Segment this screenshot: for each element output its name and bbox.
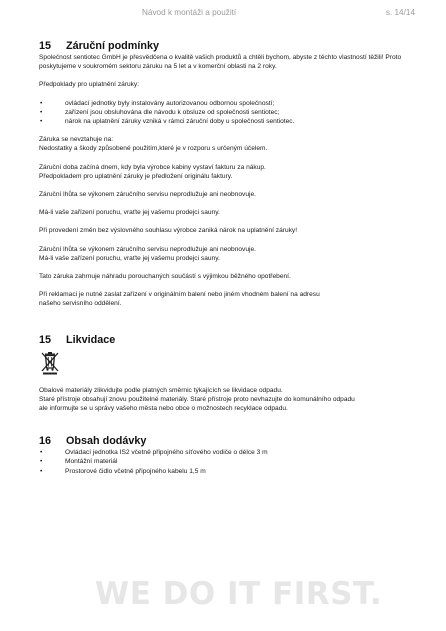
section-heading bbox=[39, 334, 419, 347]
document-title: Návod k montáži a použití bbox=[142, 8, 237, 17]
section-title: Obsah dodávky bbox=[66, 435, 147, 448]
period-text: Předpokladem pro uplatnění záruky je předložení originálu faktury. bbox=[39, 172, 233, 180]
disposal-text: ale informujte se u správy vašeho města nebo obce o možnostech recyklace odpadu. bbox=[39, 405, 288, 413]
exclusion-text: Nedostatky a škody způsobené použitím,které je v rozporu s určeným účelem. bbox=[39, 145, 268, 153]
brand-slogan: WE DO IT FIRST. bbox=[95, 576, 383, 612]
section-heading bbox=[39, 435, 419, 448]
list-item: • ovládací jednotky byly instalovány autorizovanou odbornou společností; bbox=[39, 99, 419, 108]
prereq-list bbox=[39, 99, 419, 127]
page-number: s. 14/14 bbox=[385, 8, 415, 17]
no-extension-text: Záruční lhůta se výkonem záručního servisu neprodlužuje ani neobnovuje. bbox=[39, 245, 256, 253]
replacement-text: Tato záruka zahrnuje náhradu porouchaných součástí s výjimkou běžného opotřebení. bbox=[39, 273, 291, 281]
section-title: Záruční podmínky bbox=[66, 40, 159, 52]
list-item: • Prostorové čidlo včetně připojného kabelu 1,5 m bbox=[39, 467, 419, 476]
complaint-text: Při reklamaci je nutné zaslat zařízení v originálním balení nebo jiném vhodném balení na adresu bbox=[39, 291, 320, 299]
disposal-text: Staré přístroje obsahují znovu použitelné materiály. Staré přístroje proto nevhazujte do komunálního odpadu bbox=[39, 395, 355, 403]
list-item: • Ovládací jednotka IS2 včetně připojného síťového vodiče o délce 3 m bbox=[39, 448, 419, 457]
changes-text: Při provedení změn bez výslovného souhlasu výrobce zaniká nárok na uplatnění záruky! bbox=[39, 227, 298, 235]
section-delivery-contents bbox=[39, 435, 419, 476]
exclusion-heading: Záruka se nevztahuje na: bbox=[39, 136, 114, 144]
prereq-heading: Předpoklady pro uplatnění záruky: bbox=[39, 81, 140, 89]
page-content bbox=[39, 40, 419, 476]
fault-text: Má-li vaše zařízení poruchu, vraťte jej vašemu prodejci sauny. bbox=[39, 209, 220, 217]
no-extension-text: Záruční lhůta se výkonem záručního servisu neprodlužuje ani neobnovuje. bbox=[39, 191, 256, 199]
section-number: 15 bbox=[39, 333, 52, 346]
list-item: • Montážní materiál bbox=[39, 457, 419, 466]
section-disposal bbox=[39, 334, 419, 414]
page-header bbox=[0, 8, 446, 20]
section-number: 15 bbox=[39, 40, 52, 52]
section-warranty bbox=[39, 40, 419, 309]
crossed-bin-icon bbox=[40, 351, 60, 375]
section-number: 16 bbox=[39, 435, 52, 448]
warranty-intro: Společnost sentiotec GmbH je přesvědčena o kvalitě vašich produktů a chtěli bychom, abyste z těchto vlastností těžili! Proto poskytujeme v soukromém sektoru záruku na 5 let a v komerční oblasti na 2 roky. bbox=[39, 54, 402, 71]
list-item: • zařízení jsou obsluhována dle návodu k obsluze od společnosti sentiotec; bbox=[39, 108, 419, 117]
section-title: Likvidace bbox=[66, 333, 116, 346]
complaint-text: našeho servisního oddělení. bbox=[39, 300, 122, 308]
disposal-text: Obalové materiály zlikvidujte podle platných směrnic týkajících se likvidace odpadu. bbox=[39, 386, 283, 394]
period-text: Záruční doba začíná dnem, kdy byla výrobce kabiny vystaví fakturu za nákup. bbox=[39, 163, 266, 171]
fault-text: Má-li vaše zařízení poruchu, vraťte jej vašemu prodejci sauny. bbox=[39, 254, 220, 262]
list-item: • nárok na uplatnění záruky vzniká v rámci záruční doby u společnosti sentiotec. bbox=[39, 117, 419, 126]
contents-list bbox=[39, 448, 419, 476]
section-heading bbox=[39, 40, 419, 53]
